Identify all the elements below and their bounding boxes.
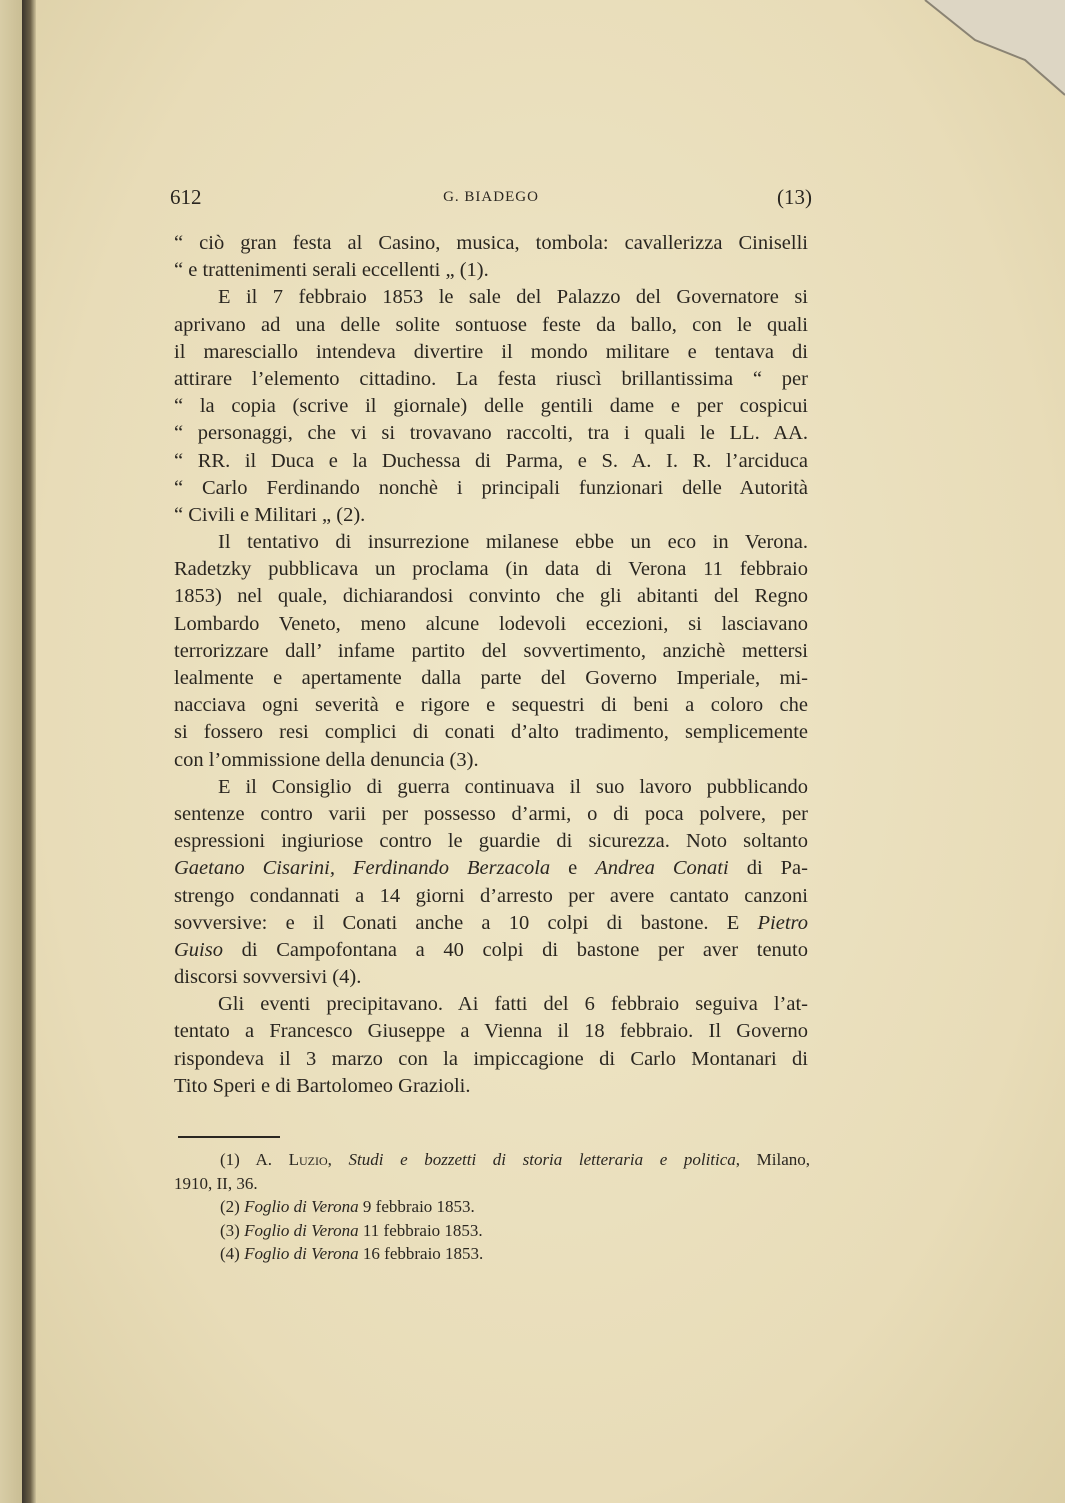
text-segment: di Pa-: [728, 857, 808, 880]
text-segment: tentato a Francesco Giuseppe a Vienna il 18 febbraio. Il Governo: [174, 1020, 808, 1043]
text-segment: “ Carlo Ferdinando nonchè i principali funzionari delle Autorità: [174, 476, 808, 499]
text-line: [174, 312, 808, 339]
text-segment: 9 febbraio 1853.: [358, 1197, 475, 1216]
text-line: [174, 828, 808, 855]
text-line: [174, 910, 808, 937]
text-segment: discorsi sovversivi (4).: [174, 966, 362, 989]
text-segment: [335, 857, 353, 879]
text-segment: “ personaggi, che vi si trovavano raccolti, tra i quali le LL. AA.: [174, 422, 808, 445]
text-segment: lealmente e apertamente dalla parte del Governo Imperiale, mi-: [174, 667, 808, 689]
text-segment: Il tentativo di insurrezione milanese ebbe un eco in Verona.: [218, 531, 808, 554]
text-line: [174, 529, 808, 556]
italic-text: Pietro: [757, 911, 808, 934]
text-segment: (2): [220, 1197, 245, 1216]
page-number: 612: [170, 185, 202, 209]
text-segment: si fossero resi complici di conati d’alto tradimento, semplicemente: [174, 721, 808, 744]
text-segment: “ e trattenimenti serali eccellenti „ (1).: [174, 259, 489, 282]
text-segment: Gli eventi precipitavano. Ai fatti del 6 febbraio seguiva l’at-: [218, 993, 808, 1016]
text-line: [174, 339, 808, 366]
text-segment: con l’ommissione della denuncia (3).: [174, 748, 479, 771]
text-segment: 11 febbraio 1853.: [358, 1220, 483, 1240]
text-line: [174, 991, 808, 1018]
text-segment: “ Civili e Militari „ (2).: [174, 503, 366, 526]
text-line: [174, 366, 808, 393]
text-line: [174, 502, 808, 529]
text-segment: attirare l’elemento cittadino. La festa riuscì brillantissima “ per: [174, 367, 808, 390]
running-author: G. BIADEGO: [443, 189, 539, 205]
italic-text: Guiso: [174, 938, 223, 961]
text-segment: , Milano,: [735, 1150, 811, 1169]
text-segment: Radetzky pubblicava un proclama (in data di Verona 11 febbraio: [174, 558, 808, 581]
text-segment: 16 febbraio 1853.: [358, 1244, 484, 1263]
text-line: [174, 855, 808, 882]
text-line: [174, 257, 808, 284]
text-segment: Luzio: [288, 1150, 328, 1169]
text-segment: ,: [327, 1150, 349, 1169]
text-segment: sentenze contro varii per possesso d’armi, o di poca polvere, per: [174, 802, 808, 825]
text-line: [174, 448, 808, 475]
footnote-rule: [178, 1136, 280, 1138]
text-line: [174, 883, 808, 910]
folded-corner: [865, 0, 1065, 100]
text-line: [174, 1073, 808, 1100]
footnote-line: [174, 1148, 810, 1172]
italic-text: Gaetano Cisarini,: [174, 857, 335, 880]
footnotes: [174, 1148, 810, 1266]
italic-text: Foglio di Verona: [244, 1197, 359, 1216]
text-segment: rispondeva il 3 marzo con la impiccagione di Carlo Montanari di: [174, 1047, 808, 1070]
text-segment: strengo condannati a 14 giorni d’arresto per avere cantato canzoni: [174, 884, 808, 907]
body-text: [174, 230, 808, 1100]
text-line: [174, 774, 808, 801]
text-line: [174, 937, 808, 964]
text-segment: “ la copia (scrive il giornale) delle gentili dame e per cospicui: [174, 395, 808, 418]
previous-page-edge: [0, 0, 22, 1503]
footnote-line: [174, 1172, 810, 1196]
footnote-line: [174, 1242, 810, 1266]
text-segment: espressioni ingiuriose contro le guardie di sicurezza. Noto soltanto: [174, 830, 808, 853]
text-line: [174, 692, 808, 719]
text-segment: terrorizzare dall’ infame partito del sovvertimento, anzichè mettersi: [174, 639, 808, 662]
text-segment: “ RR. il Duca e la Duchessa di Parma, e S. A. I. R. l’arciduca: [174, 449, 808, 472]
italic-text: Foglio di Verona: [244, 1244, 359, 1263]
text-line: [174, 747, 808, 774]
text-segment: Lombardo Veneto, meno alcune lodevoli eccezioni, si lasciavano: [174, 612, 808, 635]
text-segment: il maresciallo intendeva divertire il mondo militare e tentava di: [174, 340, 808, 363]
text-line: [174, 420, 808, 447]
text-segment: 1910, II, 36.: [174, 1173, 258, 1193]
text-line: [174, 638, 808, 665]
text-line: [174, 801, 808, 828]
text-segment: “ ciò gran festa al Casino, musica, tombola: cavallerizza Ciniselli: [174, 232, 808, 254]
text-segment: sovversive: e il Conati anche a 10 colpi di bastone. E: [174, 911, 758, 934]
text-line: [174, 583, 808, 610]
text-line: [174, 393, 808, 420]
italic-text: Foglio di Verona: [244, 1220, 359, 1240]
text-segment: E il Consiglio di guerra continuava il suo lavoro pubblicando: [218, 775, 808, 798]
section-number: (13): [777, 185, 812, 209]
text-segment: nacciava ogni severità e rigore e sequestri di beni a coloro che: [174, 694, 808, 717]
book-gutter: [22, 0, 36, 1503]
text-segment: Tito Speri e di Bartolomeo Grazioli.: [174, 1074, 471, 1097]
text-segment: e: [550, 857, 596, 880]
text-segment: di Campofontana a 40 colpi di bastone per aver tenuto: [222, 938, 808, 961]
text-line: [174, 1046, 808, 1073]
text-line: [174, 556, 808, 583]
text-line: [174, 284, 808, 311]
text-line: [174, 611, 808, 638]
italic-text: Andrea Conati: [595, 857, 729, 880]
text-line: [174, 964, 808, 991]
running-header: [170, 185, 812, 211]
footnote-line: [174, 1219, 810, 1243]
text-segment: (4): [220, 1244, 245, 1263]
text-segment: (1) A.: [220, 1150, 289, 1169]
italic-text: Ferdinando Berzacola: [352, 857, 551, 880]
text-line: [174, 230, 808, 257]
text-line: [174, 1018, 808, 1045]
text-line: [174, 719, 808, 746]
italic-text: Studi e bozzetti di storia letteraria e politica: [348, 1150, 736, 1169]
text-line: [174, 475, 808, 502]
text-line: [174, 665, 808, 692]
footnote-line: [174, 1195, 810, 1219]
text-segment: E il 7 febbraio 1853 le sale del Palazzo del Governatore si: [218, 286, 808, 309]
text-segment: (3): [220, 1220, 245, 1240]
text-segment: 1853) nel quale, dichiarandosi convinto che gli abitanti del Regno: [174, 585, 808, 608]
text-segment: aprivano ad una delle solite sontuose feste da ballo, con le quali: [174, 313, 808, 336]
